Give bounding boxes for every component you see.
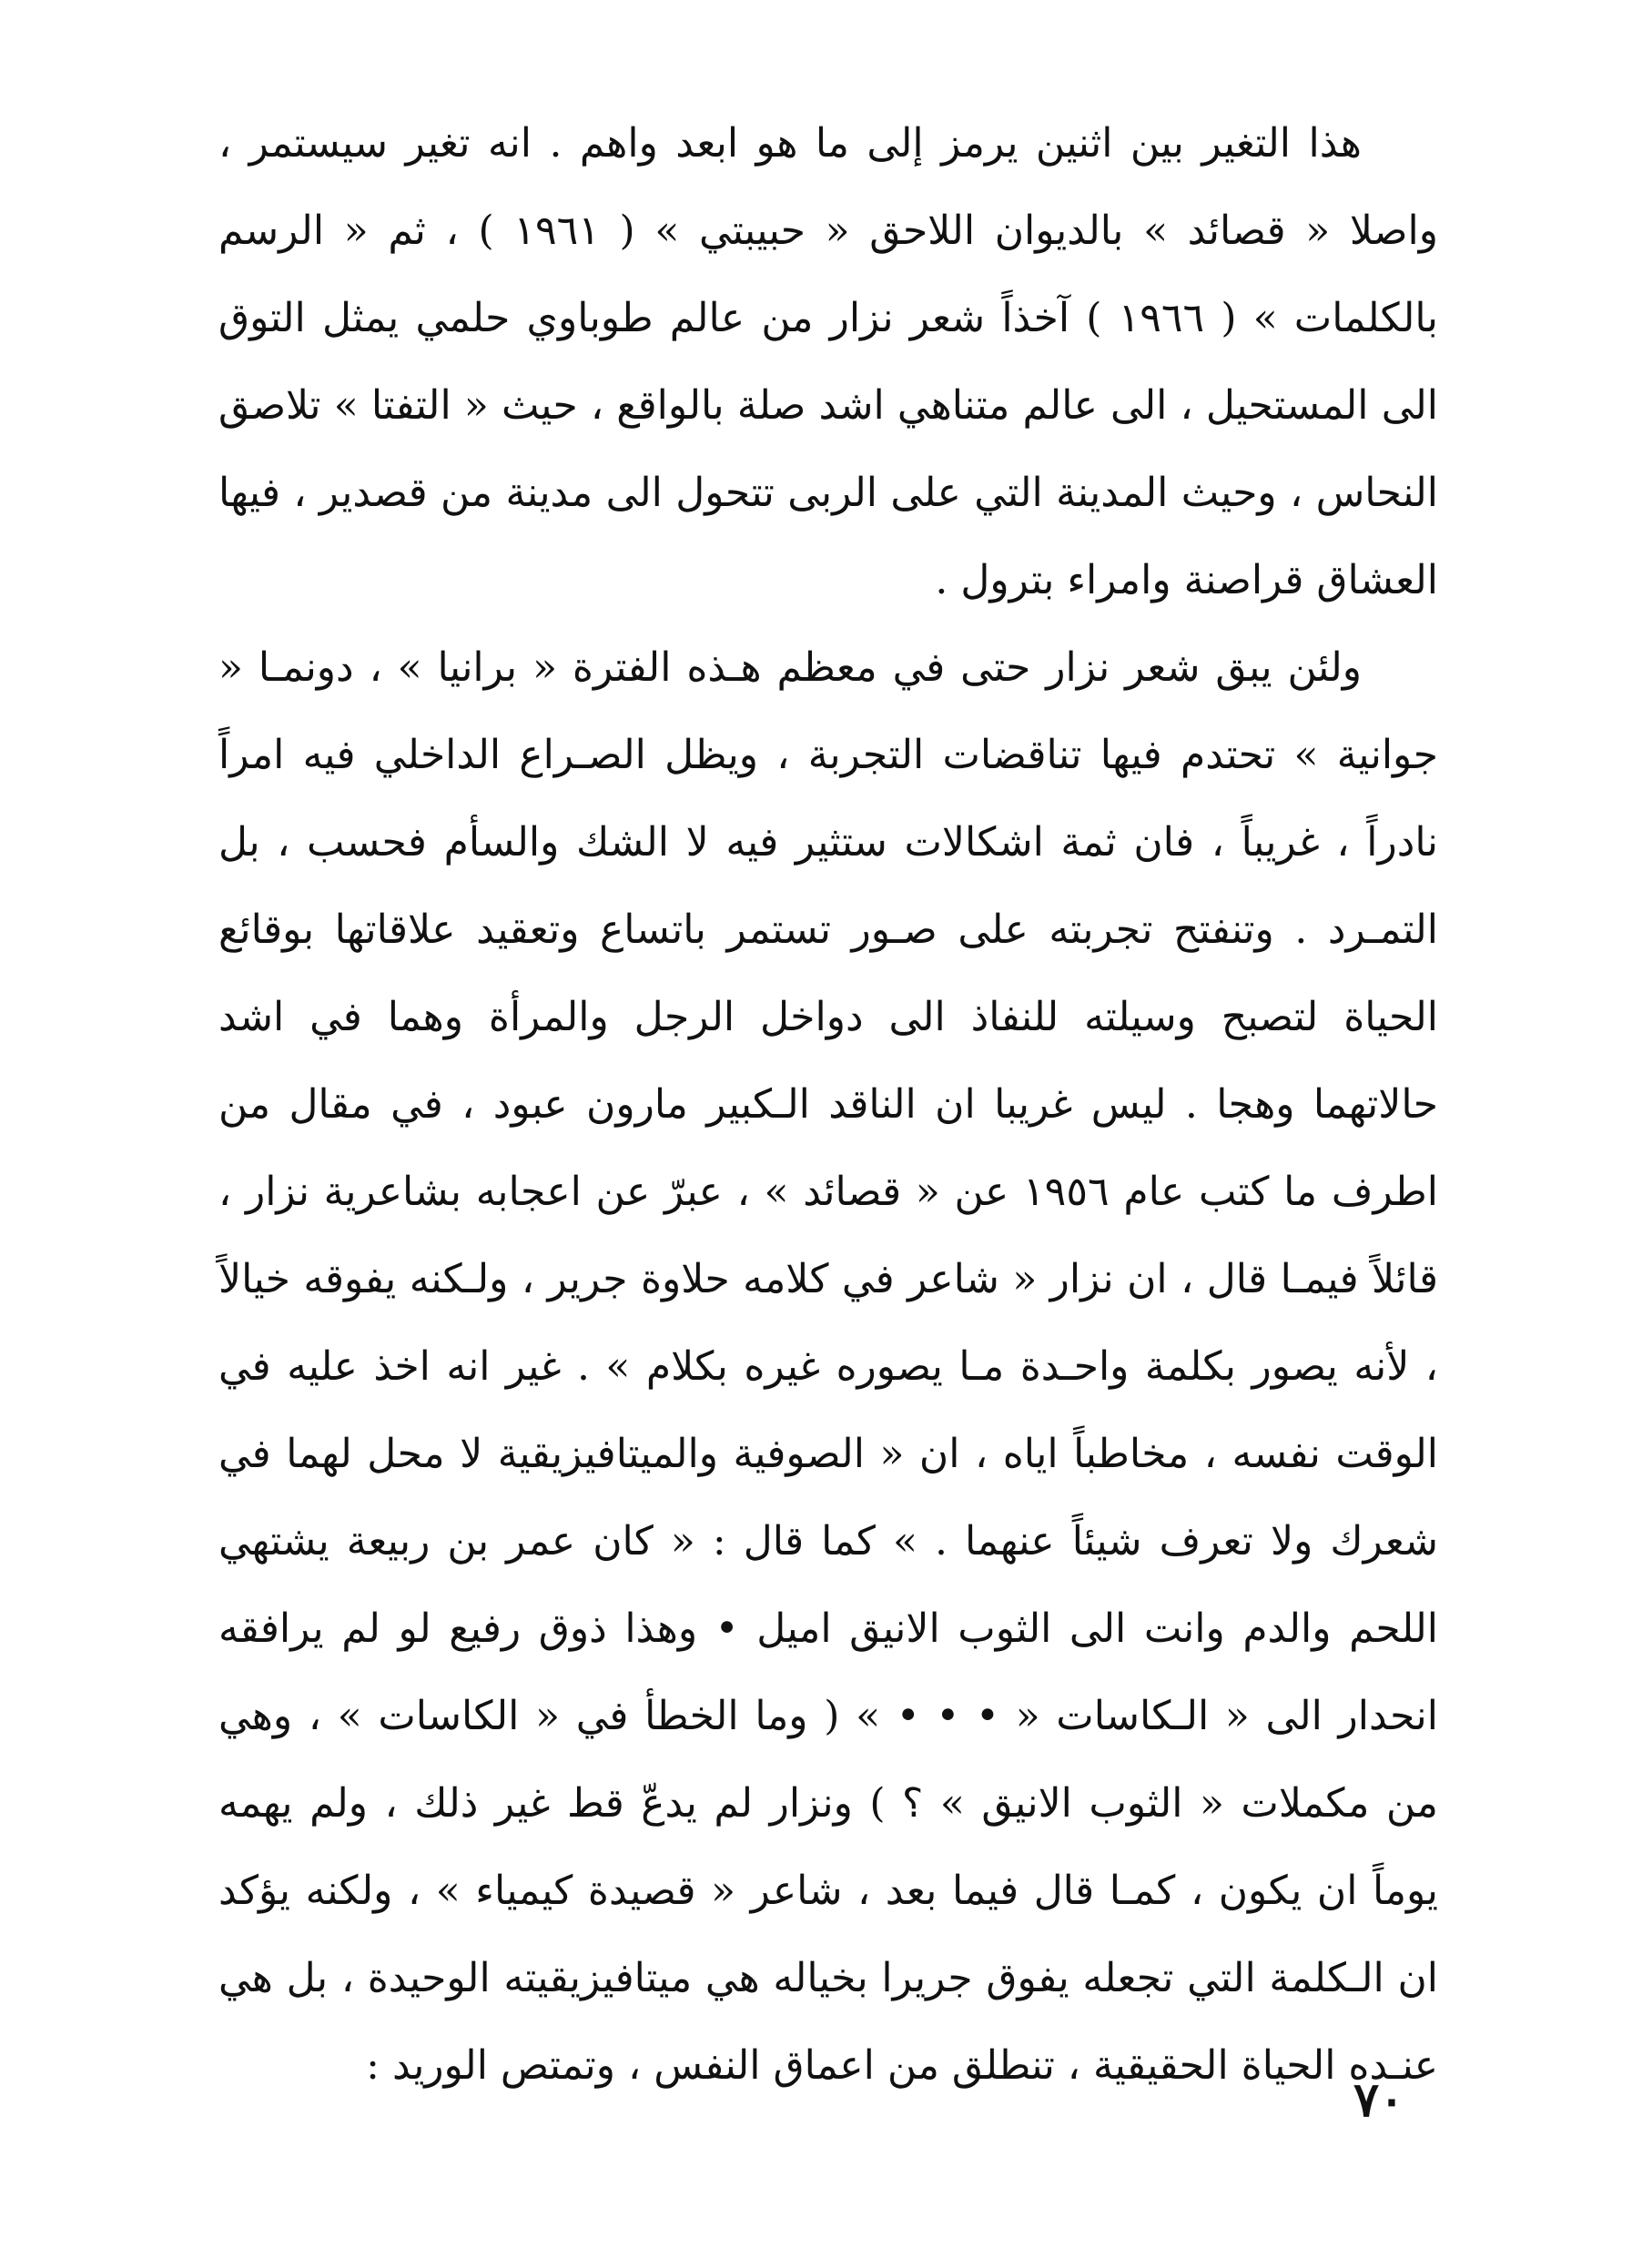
page-number: ٧٠: [1353, 2072, 1404, 2128]
arabic-text-block: [218, 100, 1438, 2110]
paragraph-2: ولئن يبق شعر نزار حتى في معظم هـذه الفترة « برانيا » ، دونمـا « جوانية » تحتدم فيها تناقضات التجربة ، ويظل الصـراع الداخلي فيه امراً نادراً ، غريباً ، فان ثمة اشكالات ستثير فيه لا الشك والسأم فحسب ، بل التمـرد . وتنفتح تجربته على صـور تستمر باتساع وتعقيد علاقاتها بوقائع الحياة لتصبح وسيلته للنفاذ الى دواخل الرجل والمرأة وهما في اشد حالاتهما وهجا . ليس غريبا ان الناقد الـكبير مارون عبود ، في مقال من اطرف ما كتب عام ١٩٥٦ عن « قصائد » ، عبرّ عن اعجابه بشاعرية نزار ، قائلاً فيمـا قال ، ان نزار « شاعر في كلامه حلاوة جرير ، ولـكنه يفوقه خيالاً ، لأنه يصور بكلمة واحـدة مـا يصوره غيره بكلام » . غير انه اخذ عليه في الوقت نفسه ، مخاطباً اياه ، ان « الصوفية والميتافيزيقية لا محل لهما في شعرك ولا تعرف شيئاً عنهما . » كما قال : « كان عمر بن ربيعة يشتهي اللحم والدم وانت الى الثوب الانيق اميل • وهذا ذوق رفيع لو لم يرافقه انحدار الى « الـكاسات « • • • » ( وما الخطأ في « الكاسات » ، وهي من مكملات « الثوب الانيق » ؟ ) ونزار لم يدعّ قط غير ذلك ، ولم يهمه يوماً ان يكون ، كمـا قال فيما بعد ، شاعر « قصيدة كيمياء » ، ولكنه يؤكد ان الـكلمة التي تجعله يفوق جريرا بخياله هي ميتافيزيقيته الوحيدة ، بل هي عنـده الحياة الحقيقية ، تنطلق من اعماق النفس ، وتمتص الوريد :: [218, 644, 1438, 2089]
paragraph-1: هذا التغير بين اثنين يرمز إلى ما هو ابعد واهم . انه تغير سيستمر ، واصلا « قصائد » بالديوان اللاحق « حبيبتي » ( ١٩٦١ ) ، ثم « الرسم بالكلمات » ( ١٩٦٦ ) آخذاً شعر نزار من عالم طوباوي حلمي يمثل التوق الى المستحيل ، الى عالم متناهي اشد صلة بالواقع ، حيث « التفتا » تلاصق النحاس ، وحيث المدينة التي على الربى تتحول الى مدينة من قصدير ، فيها العشاق قراصنة وامراء بترول .: [218, 120, 1438, 603]
